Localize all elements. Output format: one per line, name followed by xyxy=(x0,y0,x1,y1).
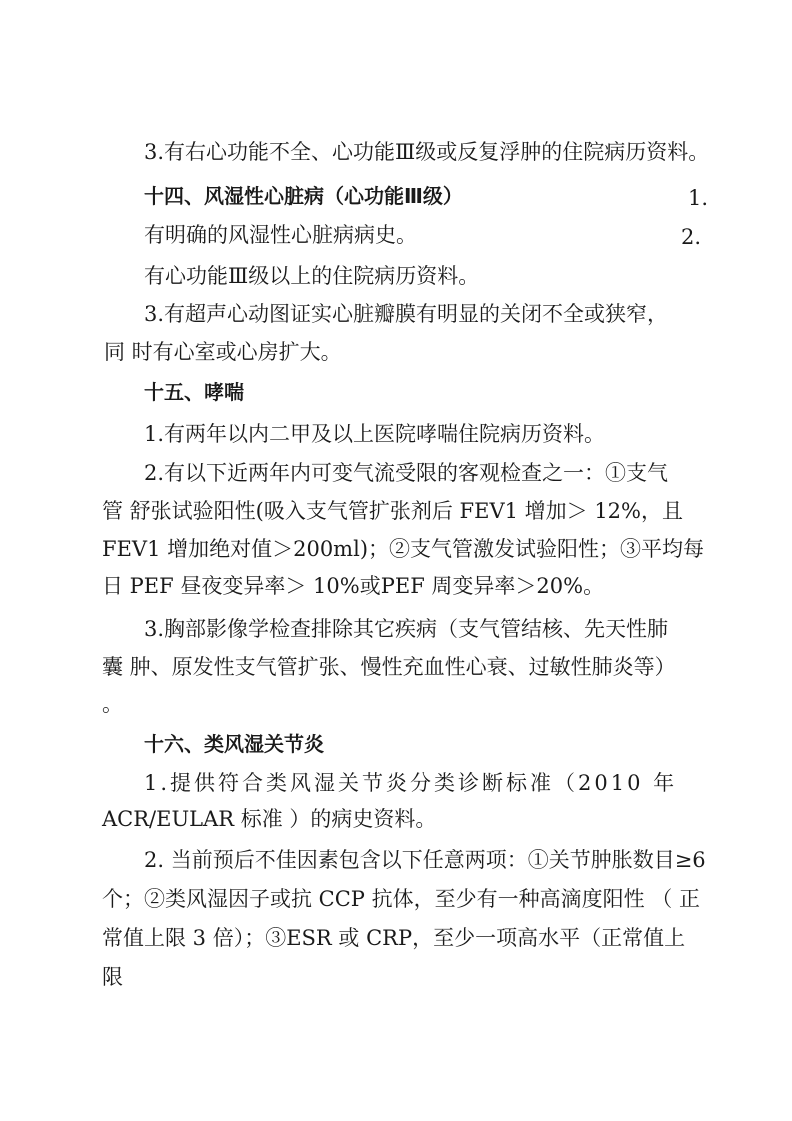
text-line: 1.有两年以内二甲及以上医院哮喘住院病历资料。 xyxy=(144,422,606,446)
text-line: 限 xyxy=(102,965,123,989)
text-line: 同 时有心室或心房扩大。 xyxy=(104,340,342,364)
text-line: FEV1 增加绝对值＞200ml)；②支气管激发试验阳性；③平均每 xyxy=(102,537,705,561)
section-heading-14: 十四、风湿性心脏病（心功能Ⅲ级） xyxy=(144,184,463,208)
text-line: 2. 当前预后不佳因素包含以下任意两项：①关节肿胀数目≥6 xyxy=(144,848,706,872)
text-line: 个；②类风湿因子或抗 CCP 抗体，至少有一种高滴度阳性 （ 正 xyxy=(102,887,700,911)
text-line: 有心功能Ⅲ级以上的住院病历资料。 xyxy=(144,264,480,288)
text-line: 3.胸部影像学检查排除其它疾病（支气管结核、先天性肺 xyxy=(144,617,669,641)
text-line: 管 舒张试验阳性(吸入支气管扩张剂后 FEV1 增加＞ 12%，且 xyxy=(102,499,683,523)
text-line: 3.有右心功能不全、心功能Ⅲ级或反复浮肿的住院病历资料。 xyxy=(144,140,710,164)
margin-number: 1. xyxy=(688,186,709,210)
section-heading-16: 十六、类风湿关节炎 xyxy=(144,732,324,756)
text-line: 1.提供符合类风湿关节炎分类诊断标准（2010 年 xyxy=(144,771,678,795)
section-heading-15: 十五、哮喘 xyxy=(144,380,244,404)
margin-number: 2. xyxy=(681,225,702,249)
text-line: 2.有以下近两年内可变气流受限的客观检查之一：①支气 xyxy=(144,461,669,485)
text-line: 。 xyxy=(102,692,123,716)
text-line: 常值上限 3 倍）；③ESR 或 CRP，至少一项高水平（正常值上 xyxy=(102,926,686,950)
text-line: 囊 肿、原发性支气管扩张、慢性充血性心衰、过敏性肺炎等） xyxy=(102,655,676,679)
text-line: 日 PEF 昼夜变异率＞ 10%或PEF 周变异率＞20%。 xyxy=(102,574,605,598)
text-line: 有明确的风湿性心脏病病史。 xyxy=(144,223,417,247)
text-line: ACR/EULAR 标准 ）的病史资料。 xyxy=(102,807,437,831)
text-line: 3.有超声心动图证实心脏瓣膜有明显的关闭不全或狭窄， xyxy=(144,302,669,326)
